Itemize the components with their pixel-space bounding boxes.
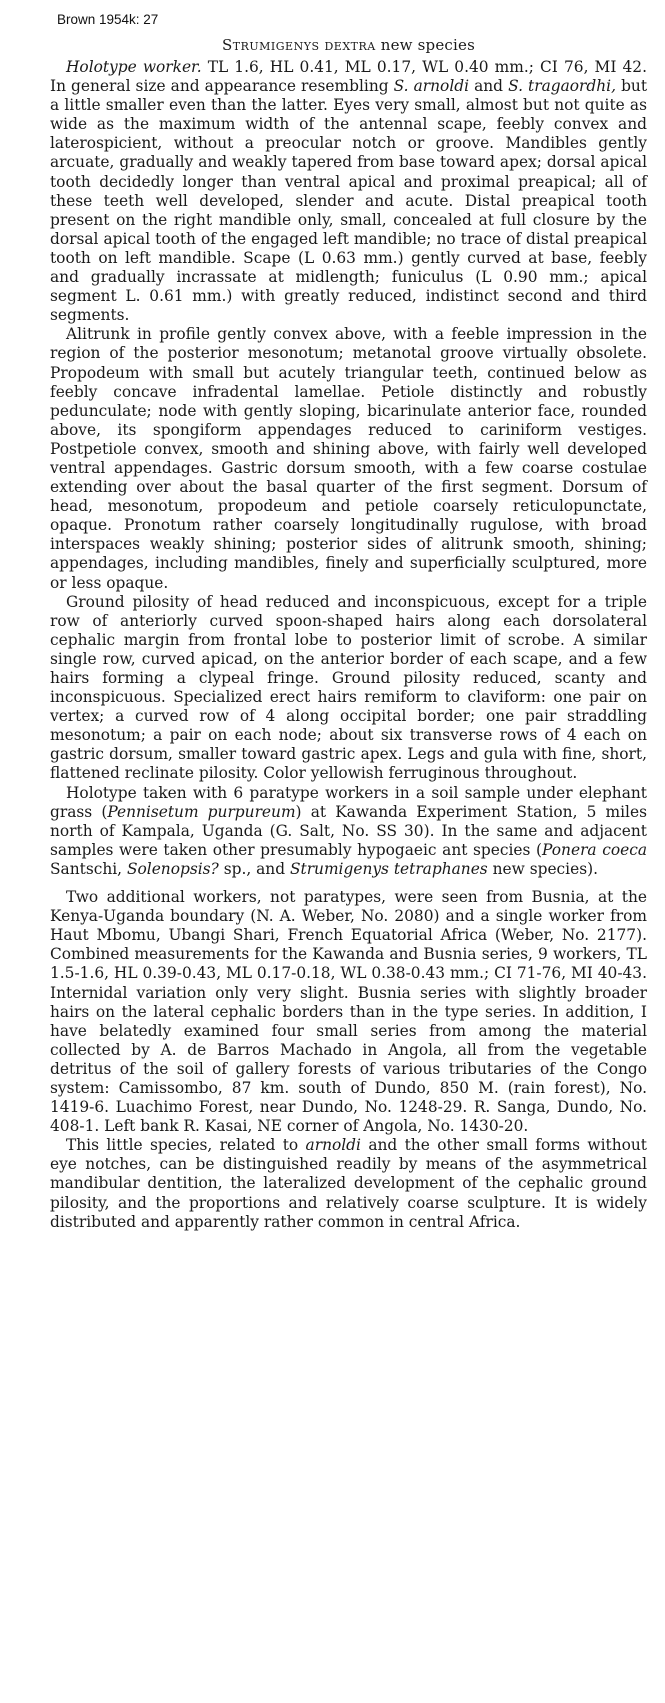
text-run: Alitrunk in profile gently convex above, with a feeble impression in the region of the posterior mesonotum; metanotal groove virtually obsolete. Propodeum with small but acutely triangular teeth, continued below as feebly concave infradental lamellae. Petiole distinctly and robustly pedunculate; node with gently sloping, bicarinulate anterior face, rounded above, its spongiform appendages reduced to cariniform vestiges. Postpetiole convex, smooth and shining above, with fairly well developed ventral appendages. Gastric dorsum smooth, with a few coarse costulae extending over about the basal quarter of the first segment. Dorsum of head, mesonotum, propodeum and petiole coarsely reticulopunctate, opaque. Pronotum rather coarsely longitudinally rugulose, with broad interspaces weakly shining; posterior sides of alitrunk smooth, shining; appendages, including mandibles, finely and superficially sculptured, more or less opaque. — [50, 325, 647, 592]
heading-genus: Strumigenys — [222, 36, 320, 54]
paragraph-alitrunk — [50, 325, 647, 592]
species-heading — [50, 36, 647, 54]
paragraph-holotype — [50, 58, 647, 325]
text-run: ) at Kawanda Experiment Station, 5 miles north of Kampala, Uganda (G. Salt, No. SS 30). In the same and adjacent samples were taken other presumably hypogaeic ant species ( — [50, 802, 647, 859]
italic-text: Strumigenys tetraphanes — [289, 859, 488, 878]
text-run: sp., and — [218, 859, 290, 878]
text-run: Ground pilosity of head reduced and inconspicuous, except for a triple row of anteriorly curved spoon-shaped hairs along each dorsolateral cephalic margin from frontal lobe to posterior limit of scrobe. A similar single row, curved apicad, on the anterior border of each scape, and a few hairs forming a clypeal fringe. Ground pilosity reduced, scanty and inconspicuous. Specialized erect hairs remiform to claviform: one pair on vertex; a curved row of 4 along occipital border; one pair straddling mesonotum; a pair on each node; about six transverse rows of 4 each on gastric dorsum, smaller toward gastric apex. Legs and gula with fine, short, flattened reclinate pilosity. Color yellowish ferruginous throughout. — [50, 592, 647, 783]
text-run: Two additional workers, not paratypes, were seen from Busnia, at the Kenya-Uganda boundary (N. A. Weber, No. 2080) and a single worker from Haut Mbomu, Ubangi Shari, French Equatorial Africa (Weber, No. 2177). Combined measurements for the Kawanda and Busnia series, 9 workers, TL 1.5-1.6, HL 0.39-0.43, ML 0.17-0.18, WL 0.38-0.43 mm.; CI 71-76, MI 40-43. Internidal variation only very slight. Busnia series with slightly broader hairs on the lateral cephalic borders than in the type series. In addition, I have belatedly examined four small series from among the material collected by A. de Barros Machado in Angola, all from the vegetable detritus of the soil of gallery forests of various tributaries of the Congo system: Camissombo, 87 km. south of Dundo, 850 M. (rain forest), No. 1419-6. Luachimo Forest, near Dundo, No. 1248-29. R. Sanga, Dundo, No. 408-1. Left bank R. Kasai, NE corner of Angola, No. 1430-20. — [50, 888, 647, 1136]
paragraph-additional-material — [50, 888, 647, 1136]
text-run: TL 1.6, HL 0.41, ML 0.17, WL 0.40 mm.; CI 76, MI 42. In general size and appearance resembling — [50, 58, 647, 96]
document-page — [50, 36, 647, 1232]
heading-species: dextra — [324, 36, 376, 54]
italic-text: Ponera coeca — [542, 840, 647, 859]
italic-text: S. tragaordhi, — [508, 77, 616, 96]
text-run: and the other small forms without eye notches, can be distinguished readily by means of the asymmetrical mandibular dentition, the lateralized development of the cephalic ground pilosity, and the proportions and relatively coarse sculpture. It is widely distributed and apparently rather common in central Africa. — [50, 1136, 647, 1231]
text-run: Holotype taken with 6 paratype workers in a soil sample under elephant grass ( — [50, 783, 647, 821]
heading-suffix: new species — [375, 36, 475, 54]
italic-text: arnoldi — [305, 1136, 361, 1155]
text-run: This little species, related to — [66, 1136, 306, 1155]
italic-text: Solenopsis? — [126, 859, 219, 878]
citation-label: Brown 1954k: 27 — [57, 12, 159, 27]
paragraph-locality — [50, 784, 647, 879]
text-run: and — [469, 77, 509, 96]
italic-text: Holotype worker. — [66, 58, 202, 76]
body-text — [50, 58, 647, 1232]
paragraph-pilosity — [50, 593, 647, 784]
text-run: but a little smaller even than the latter. Eyes very small, almost but not quite as wide as the maximum width of the antennal scape, feebly convex and laterospicient, without a preocular notch or groove. Mandibles gently arcuate, gradually and weakly tapered from base toward apex; dorsal apical tooth decidedly longer than ventral apical and proximal preapical; all of these teeth well developed, slender and acute. Distal preapical tooth present on the right mandible only, small, concealed at full closure by the dorsal apical tooth of the engaged left mandible; no trace of distal preapical tooth on left mandible. Scape (L 0.63 mm.) gently curved at base, feebly and gradually incrassate at midlength; funiculus (L 0.90 mm.; apical segment L. 0.61 mm.) with greatly reduced, indistinct second and third segments. — [50, 77, 648, 325]
italic-text: Pennisetum purpureum — [107, 802, 296, 821]
italic-text: S. arnoldi — [393, 77, 470, 96]
paragraph-remarks — [50, 1136, 647, 1231]
text-run: new species). — [487, 859, 599, 878]
text-run: Santschi, — [50, 859, 127, 878]
